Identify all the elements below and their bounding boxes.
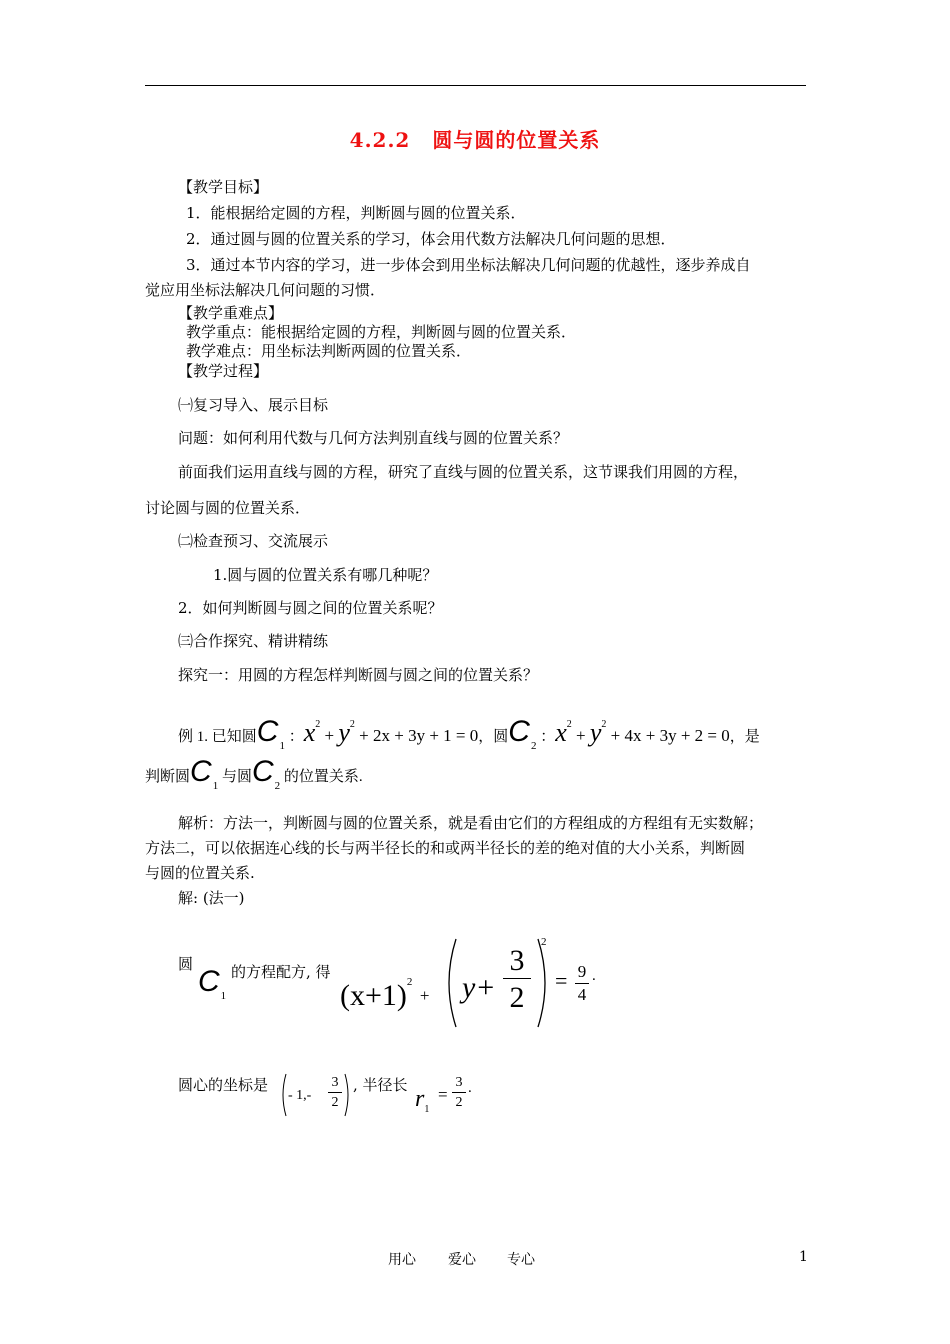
analysis-line-2: 方法二，可以依据连心线的长与两半径长的和或两半径长的差的绝对值的大小关系，判断圆 xyxy=(145,839,746,857)
preview-question-1: 1.圆与圆的位置关系有哪几种呢？ xyxy=(213,566,438,584)
radius-symbol xyxy=(415,1084,429,1125)
complete-square-text: 的方程配方, 得 xyxy=(231,963,331,981)
goals-heading: 【教学目标】 xyxy=(178,178,269,196)
section-title: 圆与圆的位置关系 xyxy=(432,128,601,152)
exponent: 2 xyxy=(315,719,321,730)
denominator-4: 4 xyxy=(575,983,589,1006)
example-suffix: ，是 xyxy=(729,729,760,745)
example-prefix: 例 1. 已知圆 xyxy=(178,729,257,745)
period: . xyxy=(592,968,596,984)
subscript-2: 2 xyxy=(274,780,281,792)
fraction-3-2 xyxy=(503,944,531,1015)
subscript-1: 1 xyxy=(212,780,219,792)
fraction-9-4 xyxy=(575,961,589,1006)
denominator-2: 2 xyxy=(503,978,531,1015)
keys-heading: 【教学重难点】 xyxy=(178,304,284,322)
circle-c2-symbol: C xyxy=(251,755,274,788)
section-number: 4.2.2 xyxy=(349,128,411,152)
preview-question-2: 2．如何判断圆与圆之间的位置关系呢？ xyxy=(178,599,443,617)
difficult-point: 教学难点：用坐标法判断两圆的位置关系． xyxy=(186,342,472,360)
equals-sign: = xyxy=(555,968,568,993)
subscript-1: 1 xyxy=(279,740,285,752)
y-plus-text: y+ xyxy=(462,971,496,1004)
c-letter: C xyxy=(198,965,220,998)
step-1-heading: ㈠复习导入、展示目标 xyxy=(178,396,329,414)
numerator-3: 3 xyxy=(509,944,525,977)
circle-c2-symbol: C xyxy=(508,715,530,748)
center-y-fraction xyxy=(328,1073,342,1112)
explore-heading: 探究一：用圆的方程怎样判断圆与圆之间的位置关系？ xyxy=(178,666,539,684)
period: . xyxy=(468,1080,472,1096)
footer-motto-3: 专心 xyxy=(507,1252,535,1268)
numerator-9: 9 xyxy=(577,962,587,981)
var-x: x xyxy=(303,718,316,747)
equation-c2-rest: + 4x + 3y + 2 = 0 xyxy=(606,726,730,745)
plus-sign: + xyxy=(320,726,339,745)
intro-line-2: 讨论圆与圆的位置关系． xyxy=(145,499,311,517)
circle-c1-symbol: C xyxy=(190,755,212,788)
judge-and: 与圆 xyxy=(221,769,252,785)
judge-prefix: 判断圆 xyxy=(145,769,191,785)
step-3-heading: ㈢合作探究、精讲精练 xyxy=(178,632,329,650)
judge-suffix: 的位置关系. xyxy=(283,769,363,785)
goal-3-line-2: 觉应用坐标法解决几何问题的习惯． xyxy=(145,281,386,299)
var-x: x xyxy=(555,718,567,747)
radius-text: , 半径长 xyxy=(353,1076,408,1094)
analysis-line-1: 解析：方法一，判断圆与圆的位置关系，就是看由它们的方程组成的方程组有无实数解； xyxy=(178,814,764,832)
numerator-3: 3 xyxy=(331,1075,339,1090)
equation-c1-rest: + 2x + 3y + 1 = 0 xyxy=(354,726,479,745)
step-2-heading: ㈡检查预习、交流展示 xyxy=(178,532,329,550)
page-number: 1 xyxy=(799,1249,808,1265)
denominator-2: 2 xyxy=(328,1092,342,1112)
key-point: 教学重点：能根据给定圆的方程，判断圆与圆的位置关系． xyxy=(186,323,577,341)
example-1-line xyxy=(178,705,760,752)
y-plus xyxy=(462,970,496,1006)
r-letter: r xyxy=(415,1086,425,1112)
footer-motto-2: 爱心 xyxy=(448,1252,476,1268)
circle-label: 圆 xyxy=(178,957,194,973)
exponent: 2 xyxy=(601,719,607,730)
radius-fraction xyxy=(452,1073,466,1112)
footer-motto-1: 用心 xyxy=(388,1252,416,1268)
plus-sign: + xyxy=(419,986,430,1005)
equals-sign: = xyxy=(438,1085,448,1104)
goal-3-line-1: 3．通过本节内容的学习，进一步体会到用坐标法解决几何问题的优越性，逐步养成自 xyxy=(186,256,751,274)
circle-c1-symbol xyxy=(198,962,226,1016)
subscript-2: 2 xyxy=(530,740,537,752)
exponent: 2 xyxy=(406,976,413,988)
analysis-line-3: 与圆的位置关系. xyxy=(145,864,255,882)
process-heading: 【教学过程】 xyxy=(178,362,269,380)
judge-line xyxy=(145,752,363,792)
exponent: 2 xyxy=(541,936,547,948)
center-x: - 1,- xyxy=(288,1088,312,1103)
page-title xyxy=(0,124,950,153)
exponent: 2 xyxy=(349,719,355,730)
subscript-1: 1 xyxy=(424,1104,430,1115)
goal-2: 2．通过圆与圆的位置关系的学习，体会用代数方法解决几何问题的思想． xyxy=(186,230,676,248)
intro-line-1: 前面我们运用直线与圆的方程，研究了直线与圆的位置关系，这节课我们用圆的方程， xyxy=(178,463,749,481)
colon: ： xyxy=(288,729,304,745)
squared-x-term xyxy=(340,962,430,1016)
circle-c1-symbol: C xyxy=(256,715,279,748)
colon: ： xyxy=(540,729,556,745)
subscript-1: 1 xyxy=(220,990,227,1002)
denominator-2: 2 xyxy=(452,1092,466,1112)
header-rule xyxy=(145,85,806,86)
numerator-3: 3 xyxy=(455,1075,463,1090)
goal-1: 1．能根据给定圆的方程，判断圆与圆的位置关系． xyxy=(186,204,526,222)
center-text: 圆心的坐标是 xyxy=(178,1076,269,1094)
var-y: y xyxy=(338,718,350,747)
x-plus-1: (x+1) xyxy=(340,979,407,1012)
exponent: 2 xyxy=(566,719,572,730)
var-y: y xyxy=(589,718,602,747)
plus-sign: + xyxy=(571,726,590,745)
solution-label: 解: (法一) xyxy=(178,889,245,907)
example-mid: ，圆 xyxy=(478,729,509,745)
review-question: 问题：如何利用代数与几何方法判别直线与圆的位置关系？ xyxy=(178,429,569,447)
